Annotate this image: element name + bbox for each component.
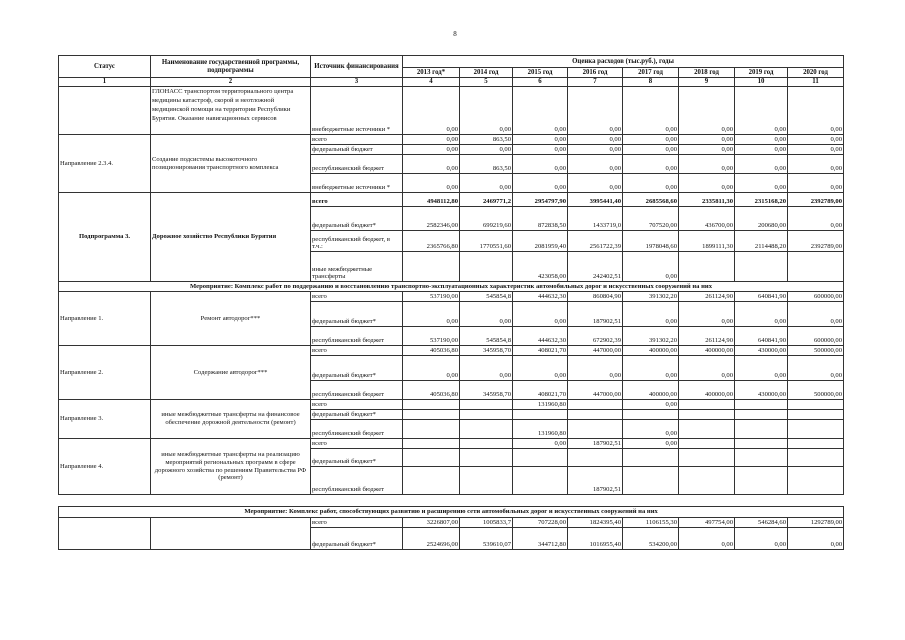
source-cell: всего bbox=[311, 439, 403, 449]
value-cell: 344712,80 bbox=[513, 528, 568, 550]
value-cell bbox=[735, 410, 788, 420]
value-cell: 0,00 bbox=[403, 356, 460, 381]
table-row bbox=[59, 135, 844, 145]
value-cell bbox=[568, 410, 623, 420]
value-cell: 447000,00 bbox=[568, 381, 623, 400]
value-cell: 400000,00 bbox=[623, 346, 679, 356]
table-row bbox=[59, 282, 844, 292]
status-cell: Направление 1. bbox=[59, 292, 151, 346]
header-year: 2013 год* bbox=[403, 68, 460, 78]
value-cell: 2365766,80 bbox=[403, 231, 460, 252]
value-cell: 0,00 bbox=[403, 145, 460, 155]
value-cell: 497754,00 bbox=[679, 518, 735, 528]
value-cell: 0,00 bbox=[623, 155, 679, 174]
value-cell: 0,00 bbox=[460, 356, 513, 381]
column-number: 5 bbox=[460, 78, 513, 87]
header-source: Источник финансирования bbox=[311, 56, 403, 78]
value-cell: 0,00 bbox=[788, 302, 844, 327]
source-cell: республиканский бюджет bbox=[311, 327, 403, 346]
value-cell: 0,00 bbox=[513, 135, 568, 145]
value-cell: 0,00 bbox=[568, 356, 623, 381]
source-cell: внебюджетные источники * bbox=[311, 174, 403, 193]
value-cell: 1433719,0 bbox=[568, 207, 623, 231]
source-cell: федеральный бюджет* bbox=[311, 410, 403, 420]
value-cell: 261124,90 bbox=[679, 292, 735, 302]
value-cell: 0,00 bbox=[513, 145, 568, 155]
value-cell bbox=[623, 410, 679, 420]
status-cell: Направление 2.3.4. bbox=[59, 135, 151, 193]
value-cell: 0,00 bbox=[513, 87, 568, 135]
column-number: 2 bbox=[151, 78, 311, 87]
header-program-name: Наименование государственной программы, подпрограммы bbox=[151, 56, 311, 78]
value-cell: 1106155,30 bbox=[623, 518, 679, 528]
source-cell: всего bbox=[311, 135, 403, 145]
page-number: 8 bbox=[453, 30, 457, 38]
value-cell bbox=[403, 400, 460, 410]
value-cell: 2685568,60 bbox=[623, 193, 679, 207]
column-number: 10 bbox=[735, 78, 788, 87]
value-cell: 405036,80 bbox=[403, 346, 460, 356]
value-cell: 400000,00 bbox=[679, 346, 735, 356]
value-cell: 187902,51 bbox=[568, 467, 623, 495]
value-cell: 2392789,00 bbox=[788, 193, 844, 207]
value-cell bbox=[679, 420, 735, 439]
source-cell: федеральный бюджет* bbox=[311, 356, 403, 381]
value-cell: 0,00 bbox=[460, 87, 513, 135]
value-cell bbox=[403, 449, 460, 467]
value-cell: 2392789,00 bbox=[788, 231, 844, 252]
value-cell bbox=[403, 439, 460, 449]
value-cell: 500000,00 bbox=[788, 381, 844, 400]
value-cell: 640841,90 bbox=[735, 292, 788, 302]
value-cell: 2081959,40 bbox=[513, 231, 568, 252]
value-cell: 131960,80 bbox=[513, 400, 568, 410]
value-cell: 1899111,30 bbox=[679, 231, 735, 252]
value-cell: 0,00 bbox=[403, 87, 460, 135]
value-cell: 0,00 bbox=[623, 439, 679, 449]
value-cell: 400000,00 bbox=[623, 381, 679, 400]
value-cell: 187902,51 bbox=[568, 439, 623, 449]
value-cell: 0,00 bbox=[788, 135, 844, 145]
header-estimate: Оценка расходов (тыс.руб.), годы bbox=[403, 56, 844, 68]
source-cell: всего bbox=[311, 193, 403, 207]
program-name-cell bbox=[151, 518, 311, 550]
expenditure-table bbox=[58, 55, 844, 495]
value-cell: 0,00 bbox=[623, 356, 679, 381]
value-cell bbox=[460, 467, 513, 495]
value-cell bbox=[679, 439, 735, 449]
header-year: 2020 год bbox=[788, 68, 844, 78]
source-cell: республиканский бюджет bbox=[311, 467, 403, 495]
value-cell: 0,00 bbox=[403, 155, 460, 174]
value-cell: 0,00 bbox=[623, 135, 679, 145]
value-cell: 0,00 bbox=[623, 252, 679, 282]
value-cell bbox=[735, 400, 788, 410]
value-cell: 0,00 bbox=[679, 174, 735, 193]
column-number: 8 bbox=[623, 78, 679, 87]
column-number: 7 bbox=[568, 78, 623, 87]
value-cell: 0,00 bbox=[735, 145, 788, 155]
source-cell: федеральный бюджет* bbox=[311, 302, 403, 327]
value-cell: 546284,60 bbox=[735, 518, 788, 528]
table-row bbox=[59, 439, 844, 449]
value-cell: 405036,80 bbox=[403, 381, 460, 400]
column-number: 11 bbox=[788, 78, 844, 87]
program-name-cell: Ремонт автодорог*** bbox=[151, 292, 311, 346]
value-cell: 707228,00 bbox=[513, 518, 568, 528]
value-cell: 640841,90 bbox=[735, 327, 788, 346]
status-cell: Подпрограмма 3. bbox=[59, 193, 151, 282]
value-cell: 0,00 bbox=[513, 356, 568, 381]
value-cell: 1005833,7 bbox=[460, 518, 513, 528]
value-cell bbox=[403, 410, 460, 420]
value-cell: 0,00 bbox=[623, 420, 679, 439]
value-cell bbox=[679, 449, 735, 467]
header-year: 2015 год bbox=[513, 68, 568, 78]
value-cell bbox=[460, 252, 513, 282]
value-cell: 0,00 bbox=[679, 302, 735, 327]
header-year: 2018 год bbox=[679, 68, 735, 78]
value-cell bbox=[788, 252, 844, 282]
program-name-cell: Содержание автодорог*** bbox=[151, 346, 311, 400]
source-cell: федеральный бюджет bbox=[311, 145, 403, 155]
value-cell: 2469771,2 bbox=[460, 193, 513, 207]
value-cell: 3995441,40 bbox=[568, 193, 623, 207]
value-cell: 444632,30 bbox=[513, 327, 568, 346]
source-cell: республиканский бюджет bbox=[311, 381, 403, 400]
header-year: 2019 год bbox=[735, 68, 788, 78]
value-cell: 0,00 bbox=[623, 400, 679, 410]
value-cell: 0,00 bbox=[513, 439, 568, 449]
source-cell: республиканский бюджет bbox=[311, 420, 403, 439]
header-year: 2014 год bbox=[460, 68, 513, 78]
value-cell bbox=[403, 252, 460, 282]
column-number: 9 bbox=[679, 78, 735, 87]
header-year: 2017 год bbox=[623, 68, 679, 78]
value-cell bbox=[568, 400, 623, 410]
header-status: Статус bbox=[59, 56, 151, 78]
program-name-cell: ГЛОНАСС транспортом территориального центра медицины катастроф, скорой и неотложной медицинской помощи на территории Республики Бурятия. Оказание навигационных сервисов bbox=[151, 87, 311, 135]
value-cell: 0,00 bbox=[403, 174, 460, 193]
value-cell bbox=[788, 467, 844, 495]
value-cell bbox=[788, 410, 844, 420]
value-cell: 860804,90 bbox=[568, 292, 623, 302]
value-cell: 436700,00 bbox=[679, 207, 735, 231]
value-cell: 1978048,60 bbox=[623, 231, 679, 252]
value-cell: 0,00 bbox=[403, 302, 460, 327]
value-cell: 0,00 bbox=[568, 155, 623, 174]
value-cell bbox=[403, 420, 460, 439]
value-cell bbox=[735, 439, 788, 449]
value-cell: 0,00 bbox=[568, 145, 623, 155]
value-cell: 0,00 bbox=[788, 155, 844, 174]
value-cell: 345958,70 bbox=[460, 381, 513, 400]
value-cell: 2954797,90 bbox=[513, 193, 568, 207]
value-cell: 0,00 bbox=[735, 155, 788, 174]
value-cell: 1824395,40 bbox=[568, 518, 623, 528]
value-cell bbox=[460, 449, 513, 467]
value-cell bbox=[623, 449, 679, 467]
value-cell bbox=[788, 420, 844, 439]
value-cell bbox=[788, 449, 844, 467]
value-cell: 0,00 bbox=[788, 207, 844, 231]
value-cell: 534200,00 bbox=[623, 528, 679, 550]
value-cell bbox=[735, 420, 788, 439]
header-year: 2016 год bbox=[568, 68, 623, 78]
value-cell bbox=[735, 467, 788, 495]
value-cell: 537190,00 bbox=[403, 292, 460, 302]
program-name-cell: иные межбюджетные трансферты на финансовое обеспечение дорожной деятельности (ремонт) bbox=[151, 400, 311, 439]
table-row bbox=[59, 292, 844, 302]
source-cell: республиканский бюджет, в т.ч.: bbox=[311, 231, 403, 252]
table-row bbox=[59, 87, 844, 135]
value-cell bbox=[460, 439, 513, 449]
value-cell: 0,00 bbox=[735, 135, 788, 145]
source-cell: федеральный бюджет* bbox=[311, 528, 403, 550]
source-cell: всего bbox=[311, 518, 403, 528]
value-cell: 0,00 bbox=[788, 528, 844, 550]
value-cell: 0,00 bbox=[403, 135, 460, 145]
value-cell: 2114488,20 bbox=[735, 231, 788, 252]
column-number: 4 bbox=[403, 78, 460, 87]
source-cell: федеральный бюджет* bbox=[311, 449, 403, 467]
value-cell: 1292789,00 bbox=[788, 518, 844, 528]
value-cell: 0,00 bbox=[679, 356, 735, 381]
value-cell bbox=[623, 467, 679, 495]
value-cell: 1770551,60 bbox=[460, 231, 513, 252]
value-cell: 872838,50 bbox=[513, 207, 568, 231]
program-name-cell: Дорожное хозяйство Республики Бурятия bbox=[151, 193, 311, 282]
source-cell: всего bbox=[311, 400, 403, 410]
value-cell bbox=[460, 420, 513, 439]
value-cell: 0,00 bbox=[679, 145, 735, 155]
value-cell bbox=[735, 449, 788, 467]
value-cell: 0,00 bbox=[623, 145, 679, 155]
table-row bbox=[59, 193, 844, 207]
value-cell: 0,00 bbox=[568, 135, 623, 145]
value-cell: 699219,60 bbox=[460, 207, 513, 231]
value-cell: 430000,00 bbox=[735, 346, 788, 356]
status-cell: Направление 3. bbox=[59, 400, 151, 439]
value-cell bbox=[679, 400, 735, 410]
value-cell: 400000,00 bbox=[679, 381, 735, 400]
value-cell: 0,00 bbox=[679, 135, 735, 145]
value-cell: 430000,00 bbox=[735, 381, 788, 400]
table-row bbox=[59, 346, 844, 356]
source-cell: республиканский бюджет bbox=[311, 155, 403, 174]
value-cell: 545854,8 bbox=[460, 327, 513, 346]
column-number: 6 bbox=[513, 78, 568, 87]
value-cell: 0,00 bbox=[623, 174, 679, 193]
value-cell: 707520,00 bbox=[623, 207, 679, 231]
value-cell bbox=[735, 252, 788, 282]
value-cell: 0,00 bbox=[679, 87, 735, 135]
value-cell: 0,00 bbox=[788, 356, 844, 381]
value-cell: 1016955,40 bbox=[568, 528, 623, 550]
value-cell: 0,00 bbox=[735, 174, 788, 193]
table-row bbox=[59, 518, 844, 528]
value-cell: 0,00 bbox=[623, 87, 679, 135]
status-cell bbox=[59, 518, 151, 550]
value-cell: 672902,39 bbox=[568, 327, 623, 346]
value-cell: 0,00 bbox=[568, 87, 623, 135]
value-cell: 2315168,20 bbox=[735, 193, 788, 207]
value-cell bbox=[679, 467, 735, 495]
value-cell: 500000,00 bbox=[788, 346, 844, 356]
value-cell: 539610,07 bbox=[460, 528, 513, 550]
value-cell bbox=[788, 439, 844, 449]
value-cell bbox=[679, 252, 735, 282]
expenditure-table-continued bbox=[58, 506, 844, 550]
status-cell: Направление 4. bbox=[59, 439, 151, 495]
value-cell: 345958,70 bbox=[460, 346, 513, 356]
value-cell bbox=[513, 410, 568, 420]
value-cell: 131960,80 bbox=[513, 420, 568, 439]
value-cell bbox=[568, 449, 623, 467]
value-cell: 187902,51 bbox=[568, 302, 623, 327]
status-cell: Направление 2. bbox=[59, 346, 151, 400]
value-cell: 537190,00 bbox=[403, 327, 460, 346]
table-row bbox=[59, 507, 844, 518]
value-cell: 3226807,00 bbox=[403, 518, 460, 528]
value-cell: 0,00 bbox=[735, 302, 788, 327]
table-row bbox=[59, 78, 844, 87]
value-cell: 0,00 bbox=[623, 302, 679, 327]
value-cell bbox=[403, 467, 460, 495]
value-cell: 2524696,00 bbox=[403, 528, 460, 550]
value-cell: 0,00 bbox=[788, 87, 844, 135]
source-cell: федеральный бюджет* bbox=[311, 207, 403, 231]
value-cell: 863,50 bbox=[460, 135, 513, 145]
value-cell: 0,00 bbox=[513, 302, 568, 327]
value-cell: 0,00 bbox=[460, 174, 513, 193]
table-row bbox=[59, 56, 844, 68]
value-cell: 4948112,80 bbox=[403, 193, 460, 207]
value-cell: 0,00 bbox=[679, 155, 735, 174]
value-cell: 0,00 bbox=[788, 174, 844, 193]
value-cell: 600000,00 bbox=[788, 327, 844, 346]
source-cell: внебюджетные источники * bbox=[311, 87, 403, 135]
column-number: 3 bbox=[311, 78, 403, 87]
value-cell: 0,00 bbox=[513, 174, 568, 193]
value-cell: 408021,70 bbox=[513, 381, 568, 400]
value-cell bbox=[513, 449, 568, 467]
value-cell bbox=[679, 410, 735, 420]
value-cell: 2582346,00 bbox=[403, 207, 460, 231]
measure-banner: Мероприятие: Комплекс работ, способствующих развитию и расширению сети автомобильных дорог и искусственных сооружений на них bbox=[59, 507, 844, 518]
value-cell bbox=[788, 400, 844, 410]
source-cell: иные межбюджетные трансферты bbox=[311, 252, 403, 282]
program-name-cell: иные межбюджетные трансферты на реализацию мероприятий региональных программ в сфере дорожного хозяйства по решениям Правительства РФ (ремонт) bbox=[151, 439, 311, 495]
value-cell: 408021,70 bbox=[513, 346, 568, 356]
value-cell: 261124,90 bbox=[679, 327, 735, 346]
status-cell bbox=[59, 87, 151, 135]
value-cell: 391302,20 bbox=[623, 292, 679, 302]
value-cell: 444632,30 bbox=[513, 292, 568, 302]
program-name-cell: Создание подсистемы высокоточного позиционирования транспортного комплекса bbox=[151, 135, 311, 193]
value-cell: 0,00 bbox=[788, 145, 844, 155]
value-cell: 0,00 bbox=[460, 302, 513, 327]
source-cell: всего bbox=[311, 292, 403, 302]
value-cell: 2561722,39 bbox=[568, 231, 623, 252]
value-cell bbox=[568, 420, 623, 439]
value-cell: 0,00 bbox=[460, 145, 513, 155]
value-cell: 391302,20 bbox=[623, 327, 679, 346]
value-cell: 423058,00 bbox=[513, 252, 568, 282]
value-cell: 0,00 bbox=[513, 155, 568, 174]
value-cell bbox=[513, 467, 568, 495]
value-cell: 0,00 bbox=[735, 528, 788, 550]
measure-banner: Мероприятие: Комплекс работ по поддержанию и восстановлению транспортно-эксплуатационных характеристик автомобильных дорог и искусственных сооружений на них bbox=[59, 282, 844, 292]
value-cell: 545854,8 bbox=[460, 292, 513, 302]
value-cell: 447000,00 bbox=[568, 346, 623, 356]
value-cell: 863,50 bbox=[460, 155, 513, 174]
value-cell: 600000,00 bbox=[788, 292, 844, 302]
value-cell: 0,00 bbox=[568, 174, 623, 193]
source-cell: всего bbox=[311, 346, 403, 356]
table-row bbox=[59, 400, 844, 410]
value-cell: 0,00 bbox=[735, 87, 788, 135]
value-cell: 242402,51 bbox=[568, 252, 623, 282]
value-cell: 0,00 bbox=[679, 528, 735, 550]
value-cell: 0,00 bbox=[735, 356, 788, 381]
column-number: 1 bbox=[59, 78, 151, 87]
value-cell bbox=[460, 410, 513, 420]
value-cell: 2335811,30 bbox=[679, 193, 735, 207]
value-cell bbox=[460, 400, 513, 410]
value-cell: 200680,00 bbox=[735, 207, 788, 231]
